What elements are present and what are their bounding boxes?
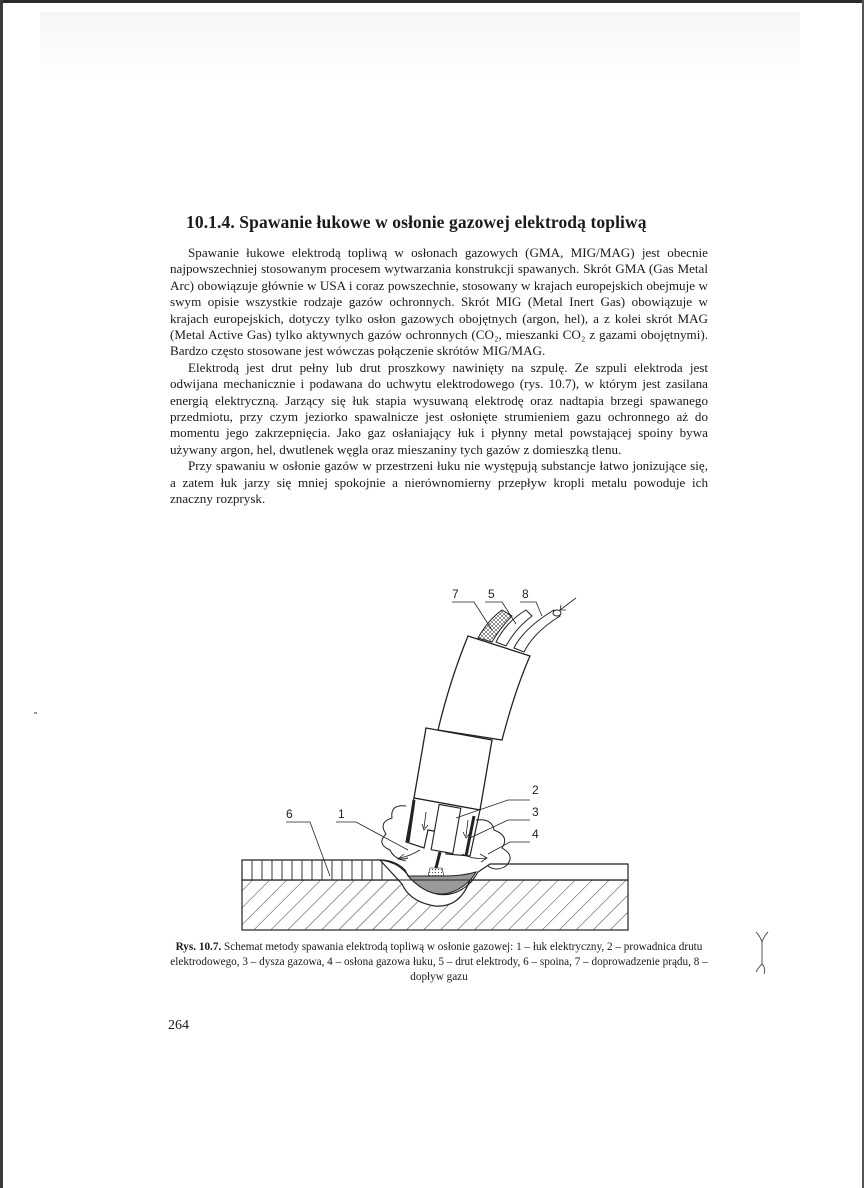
body-text [170,245,708,508]
section-heading: 10.1.4. Spawanie łukowe w osłonie gazowej elektrodą topliwą [186,212,647,232]
label-4: 4 [532,827,539,841]
label-1: 1 [338,807,345,821]
caption-text: Schemat metody spawania elektrodą topliwą w osłonie gazowej: 1 – łuk elektryczny, 2 – prowadnica drutu elektrodowego, 3 – dysza gazowa, 4 – osłona gazowa łuku, 5 – drut elektrody, 6 – spoina, 7 – doprowadzenie prądu, 8 – dopływ gazu [170,941,708,983]
scan-speck [34,712,37,714]
torch-hose [438,610,561,740]
paragraph: Elektrodą jest drut pełny lub drut proszkowy nawinięty na szpulę. Ze szpuli elektroda jest odwijana mechanicznie i podawana do uchwytu elektrodowego (rys. 10.7), w którym jest zasilana energią elektryczną. Jarzący się łuk stapia wysuwaną elektrodę oraz nadtapia brzegi spawanego przedmiotu, przy czym jeziorko spawalnicze jest osłonięte strumieniem gazu ochronnego aż do momentu jego zakrzepnięcia. Jako gaz osłaniający łuk i płynny metal powstającej spoiny bywa używany argon, hel, dwutlenek węgla oraz mieszaniny tych gazów z domieszką tlenu. [170,359,708,457]
label-3: 3 [532,805,539,819]
handwritten-margin-mark [752,928,774,978]
label-6: 6 [286,807,293,821]
scan-edge-left [0,0,3,1188]
paragraph: Spawanie łukowe elektrodą topliwą w osłonach gazowych (GMA, MIG/MAG) jest obecnie najpowszechniej stosowanym procesem wytwarzania konstrukcji spawanych. Skrót GMA (Gas Metal Arc) obowiązuje głównie w USA i coraz powszechnie, stosowany w krajach europejskich obejmuje w swym opisie wszystkie rodzaje gazów ochronnych. Skrót MIG (Metal Inert Gas) obowiązuje w krajach europejskich, dotyczy tylko osłon gazowych obojętnych (argon, hel), a z kolei skrót MAG (Metal Active Gas) tylko aktywnych gazów ochronnych (CO₂, mieszanki CO₂ z gazami obojętnymi). Bardzo często stosowane jest wówczas połączenie skrótów MIG/MAG. [170,245,708,359]
label-7: 7 [452,587,459,601]
torch-body [398,728,492,876]
welding-diagram [230,580,650,940]
paragraph: Przy spawaniu w osłonie gazów w przestrzeni łuku nie występują substancje łatwo jonizujące się, a zatem łuk jarzy się mniej spokojnie a nierównomierny przepływ kropli metalu powoduje ich znaczny rozprysk. [170,458,708,507]
label-5: 5 [488,587,495,601]
label-2: 2 [532,783,539,797]
bleed-through-shadow [40,12,800,82]
page-number: 264 [168,1018,189,1033]
label-8: 8 [522,587,529,601]
scan-edge-top [0,0,864,3]
caption-label: Rys. 10.7. [175,941,222,953]
figure-caption [168,940,710,985]
